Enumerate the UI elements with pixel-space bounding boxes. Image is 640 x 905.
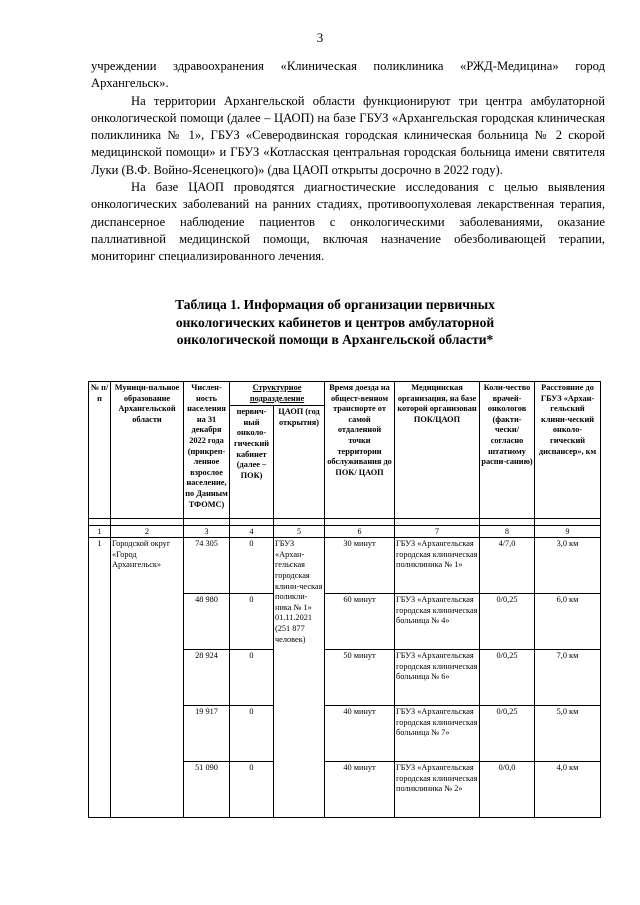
travel-time-cell: 60 минут [325,594,395,650]
pok-cell: 0 [230,762,274,818]
pok-cell: 0 [230,650,274,706]
header-distance: Расстояние до ГБУЗ «Архан-гельский клини-ческий онколо-гический диспансер», км [535,382,601,519]
population-cell: 48 980 [184,594,230,650]
travel-time-cell: 40 минут [325,706,395,762]
pok-cell: 0 [230,594,274,650]
distance-cell: 5,0 км [535,706,601,762]
column-number: 9 [535,526,601,538]
population-cell: 51 090 [184,762,230,818]
header-population: Числен-ность населения на 31 декабря 2022 года (прикреп-ленное взрослое население, по Данным ТФОМС) [184,382,230,519]
column-number: 4 [230,526,274,538]
column-number: 7 [395,526,480,538]
travel-time-cell: 30 минут [325,538,395,594]
header-num: № п/п [89,382,111,519]
oncologists-cell: 0/0,0 [480,762,535,818]
travel-time-cell: 40 минут [325,762,395,818]
municipality-cell: Городской округ «Город Архангельск» [111,538,184,818]
body-text [91,58,605,266]
header-pok: первич-ный онколо-гический кабинет (далее – ПОК) [230,406,274,519]
med-org-cell: ГБУЗ «Архангельская городская клиническая поликлиника № 2» [395,762,480,818]
med-org-cell: ГБУЗ «Архангельская городская клиническая поликлиника № 1» [395,538,480,594]
oncologists-cell: 4/7,0 [480,538,535,594]
paragraph: На территории Архангельской области функционируют три центра амбулаторной онкологической помощи (далее – ЦАОП) на базе ГБУЗ «Архангельская городская клиническая поликлиника № 1», ГБУЗ «Северодвинская городская клиническая больница № 2 скорой медицинской помощи» и ГБУЗ «Котласская центральная городская больница имени святителя Луки (В.Ф. Войно-Ясенецкого)» (два ЦАОП открыты досрочно в 2022 году). [91,93,605,177]
travel-time-cell: 50 минут [325,650,395,706]
pok-cell: 0 [230,706,274,762]
caop-cell: ГБУЗ «Архан-гельская городская клини-ческая поликли-ника № 1» 01.11.2021 (251 877 человек) [274,538,325,818]
column-number: 8 [480,526,535,538]
header-municipality: Муници-пальное образование Архангельской области [111,382,184,519]
column-number: 6 [325,526,395,538]
page-number: 3 [316,30,324,45]
pok-cell: 0 [230,538,274,594]
med-org-cell: ГБУЗ «Архангельская городская клиническая больница № 6» [395,650,480,706]
distance-cell: 4,0 км [535,762,601,818]
header-structural: Структурное подразделение [230,382,325,406]
column-number: 2 [111,526,184,538]
header-caop: ЦАОП (год открытия) [274,406,325,519]
med-org-cell: ГБУЗ «Архангельская городская клиническая больница № 4» [395,594,480,650]
column-number: 1 [89,526,111,538]
row-num: 1 [89,538,111,818]
column-number: 3 [184,526,230,538]
paragraph: учреждении здравоохранения «Клиническая поликлиника «РЖД-Медицина» город Архангельск». [91,59,605,91]
header-oncologists: Коли-чество врачей-онкологов (факти-чески/ согласно штатному распи-санию) [480,382,535,519]
paragraph: На базе ЦАОП проводятся диагностические исследования с целью выявления онкологических заболеваний на ранних стадиях, противоопухолевая лекарственная терапия, диспансерное наблюдение пациентов с онкологическими заболеваниями, оказание паллиативной медицинской помощи, включая назначение обезболивающей терапии, мониторинг специализированного лечения. [91,180,605,264]
distance-cell: 6,0 км [535,594,601,650]
med-org-cell: ГБУЗ «Архангельская городская клиническая больница № 7» [395,706,480,762]
oncologists-cell: 0/0,25 [480,594,535,650]
distance-cell: 7,0 км [535,650,601,706]
column-numbers-row [89,526,601,538]
header-travel-time: Время доезда на общест-венном транспорте от самой отдаленной точки территории обслуживания до ПОК/ ЦАОП [325,382,395,519]
oncologists-cell: 0/0,25 [480,706,535,762]
oncology-table [88,381,601,818]
population-cell: 28 924 [184,650,230,706]
distance-cell: 3,0 км [535,538,601,594]
population-cell: 19 917 [184,706,230,762]
table-row [89,538,601,594]
table-title: Таблица 1. Информация об организации первичных онкологических кабинетов и центров амбулаторной онкологической помощи в Архангельской области* [175,297,495,347]
population-cell: 74 305 [184,538,230,594]
column-number: 5 [274,526,325,538]
oncologists-cell: 0/0,25 [480,650,535,706]
header-med-org: Медицинская организация, на базе которой организован ПОК/ЦАОП [395,382,480,519]
